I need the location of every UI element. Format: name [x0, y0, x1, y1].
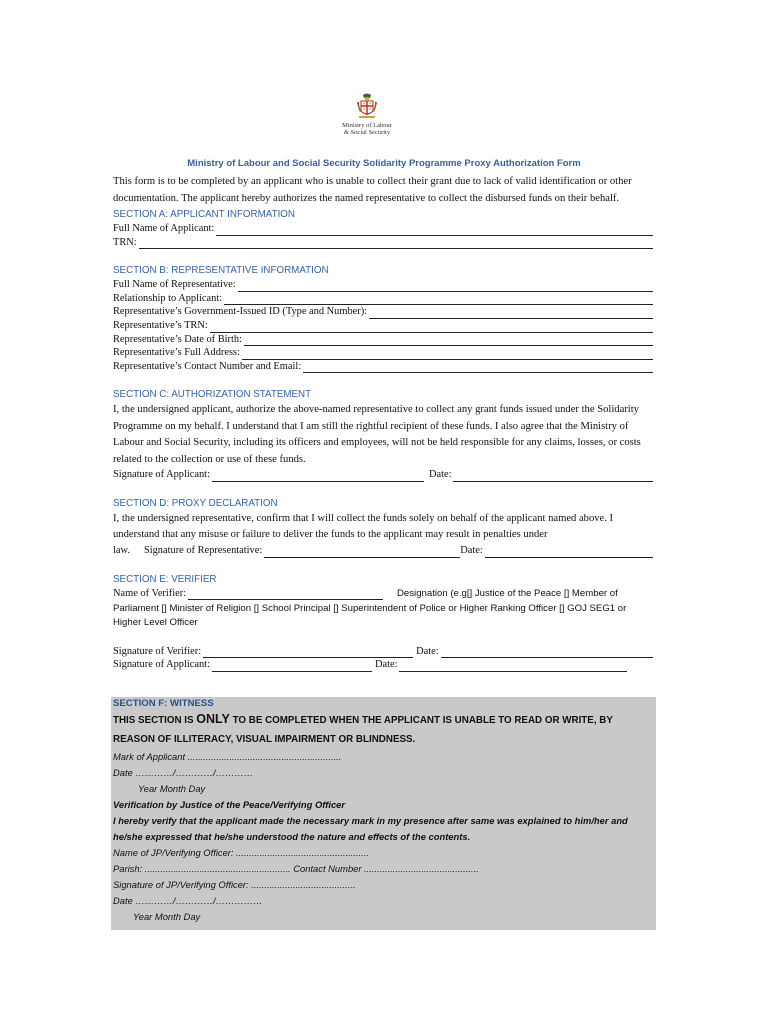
coat-of-arms-icon: [356, 92, 378, 122]
witness-section: [111, 697, 656, 930]
verification-text: I hereby verify that the applicant made the necessary mark in my presence after same was explained to him/her and he/she expressed that he/she understood the nature and effects of the contents.: [113, 815, 628, 842]
verifier-date-line[interactable]: [441, 648, 653, 658]
rep-address-label: Representative’s Full Address:: [113, 347, 240, 359]
form-title: Ministry of Labour and Social Security Solidarity Programme Proxy Authorization Form: [187, 158, 581, 169]
intro-paragraph: This form is to be completed by an applicant who is unable to collect their grant due to lack of valid identification or other documentation. The applicant hereby authorizes the named representative to collect the disbursed funds on their behalf.: [113, 176, 632, 204]
verification-heading: Verification by Justice of the Peace/Verifying Officer: [113, 799, 346, 810]
rep-relationship-label: Relationship to Applicant:: [113, 292, 223, 304]
section-e-heading: SECTION E: VERIFIER: [113, 573, 217, 585]
rep-address-field[interactable]: [113, 346, 653, 360]
rep-govid-field[interactable]: [113, 305, 653, 319]
verifier-name-label: Name of Verifier:: [113, 587, 187, 599]
jp-signature-field[interactable]: Signature of JP/Verifying Officer: ........................................: [113, 879, 356, 890]
logo-text-line2: & Social Security: [343, 129, 391, 136]
notice-post: TO BE COMPLETED WHEN THE APPLICANT IS UNABLE TO READ OR WRITE, BY REASON OF ILLITERACY, VISUAL IMPAIRMENT OR BLINDNESS.: [113, 715, 613, 745]
applicant-date-label-e: Date:: [374, 659, 398, 671]
proxy-declaration: I, the undersigned representative, confirm that I will collect the funds solely on behalf of the applicant named above. I understand that any misuse or failure to deliver the funds to the applicant may result in penalties under: [113, 512, 614, 541]
applicant-signature-line-c[interactable]: [212, 472, 424, 482]
date-line-c[interactable]: [453, 472, 653, 482]
law-text: law.: [113, 544, 130, 556]
rep-govid-label: Representative’s Government-Issued ID (Type and Number):: [113, 306, 368, 318]
applicant-signature-field-e[interactable]: [113, 658, 653, 672]
verifier-signature-label: Signature of Verifier:: [113, 645, 202, 657]
verifier-date-label: Date:: [416, 645, 439, 657]
rep-dob-label: Representative’s Date of Birth:: [113, 333, 242, 345]
verifier-signature-line[interactable]: [203, 648, 413, 658]
parish-contact-field[interactable]: Parish: ........................................................ Contact Number ............................................: [113, 863, 479, 874]
section-a-heading: SECTION A: APPLICANT INFORMATION: [113, 209, 295, 220]
rep-govid-line[interactable]: [369, 309, 653, 319]
rep-dob-line[interactable]: [244, 336, 653, 346]
applicant-signature-line-e[interactable]: [212, 662, 372, 672]
rep-relationship-field[interactable]: [113, 292, 653, 306]
section-c-heading: SECTION C: AUTHORIZATION STATEMENT: [113, 389, 312, 401]
applicant-name-label: Full Name of Applicant:: [113, 223, 215, 234]
ymd-label-1: Year Month Day: [138, 783, 206, 794]
section-f-heading: SECTION F: WITNESS: [113, 698, 214, 709]
verifier-name-line[interactable]: [188, 590, 383, 600]
applicant-trn-field[interactable]: [113, 236, 653, 250]
coat-of-arms-logo: [332, 92, 402, 148]
rep-trn-label: Representative’s TRN:: [113, 319, 208, 331]
notice-pre: THIS SECTION IS: [113, 715, 197, 726]
witness-notice: [113, 710, 654, 749]
applicant-signature-field-c[interactable]: [113, 468, 653, 482]
applicant-name-line[interactable]: [216, 226, 653, 236]
date-line-d[interactable]: [485, 548, 653, 558]
section-b-heading: SECTION B: REPRESENTATIVE INFORMATION: [113, 265, 329, 277]
notice-only: ONLY: [196, 712, 230, 726]
verifier-signature-field[interactable]: [113, 645, 653, 659]
jp-name-field[interactable]: Name of JP/Verifying Officer: ...................................................: [113, 847, 369, 858]
applicant-trn-line[interactable]: [139, 239, 653, 249]
rep-name-label: Full Name of Representative:: [113, 279, 236, 291]
rep-signature-line[interactable]: [264, 548, 460, 558]
logo-text-line1: Ministry of Labour: [342, 122, 392, 129]
applicant-signature-label-e: Signature of Applicant:: [113, 659, 210, 671]
rep-relationship-line[interactable]: [224, 295, 653, 305]
rep-signature-label: Signature of Representative:: [143, 544, 263, 556]
authorization-statement: I, the undersigned applicant, authorize the above-named representative to collect any grant funds issued under the Solidarity Programme on my behalf. I understand that I am still the rightful recipient of these funds. I also agree that the Ministry of Labour and Social Security, including its officers and employees, will not be held responsible for any claims, losses, or costs related to the collection or use of these funds.: [113, 404, 641, 465]
witness-date-field-1[interactable]: Date …………/…………/…………: [113, 767, 254, 778]
applicant-trn-label: TRN:: [113, 236, 137, 248]
rep-contact-field[interactable]: [113, 360, 653, 374]
rep-name-field[interactable]: [113, 278, 653, 292]
date-label-c: Date:: [428, 469, 452, 481]
ymd-label-2: Year Month Day: [133, 911, 201, 922]
section-d-heading: SECTION D: PROXY DECLARATION: [113, 497, 278, 509]
form-body: [113, 174, 653, 672]
verifier-designation: Designation (e.g[] Justice of the Peace [] Member of Parliament [] Minister of Religion [] School Principal [] Superintendent of Police or Higher Ranking Officer [] GOJ SEG1 or Higher Level Officer: [113, 588, 627, 629]
rep-signature-field[interactable]: [113, 544, 653, 558]
rep-contact-line[interactable]: [303, 363, 653, 373]
rep-dob-field[interactable]: [113, 333, 653, 347]
rep-address-line[interactable]: [242, 350, 653, 360]
rep-name-line[interactable]: [238, 282, 653, 292]
mark-of-applicant-field[interactable]: Mark of Applicant ...........................................................: [113, 751, 342, 762]
witness-date-field-2[interactable]: Date …………/…………/……………: [113, 895, 263, 906]
applicant-date-line-e[interactable]: [399, 662, 627, 672]
date-label-d: Date:: [460, 544, 483, 556]
rep-trn-field[interactable]: [113, 319, 653, 333]
applicant-name-field[interactable]: [113, 222, 653, 236]
rep-contact-label: Representative’s Contact Number and Email:: [113, 360, 302, 372]
rep-trn-line[interactable]: [210, 323, 653, 333]
applicant-signature-label-c: Signature of Applicant:: [113, 469, 210, 481]
